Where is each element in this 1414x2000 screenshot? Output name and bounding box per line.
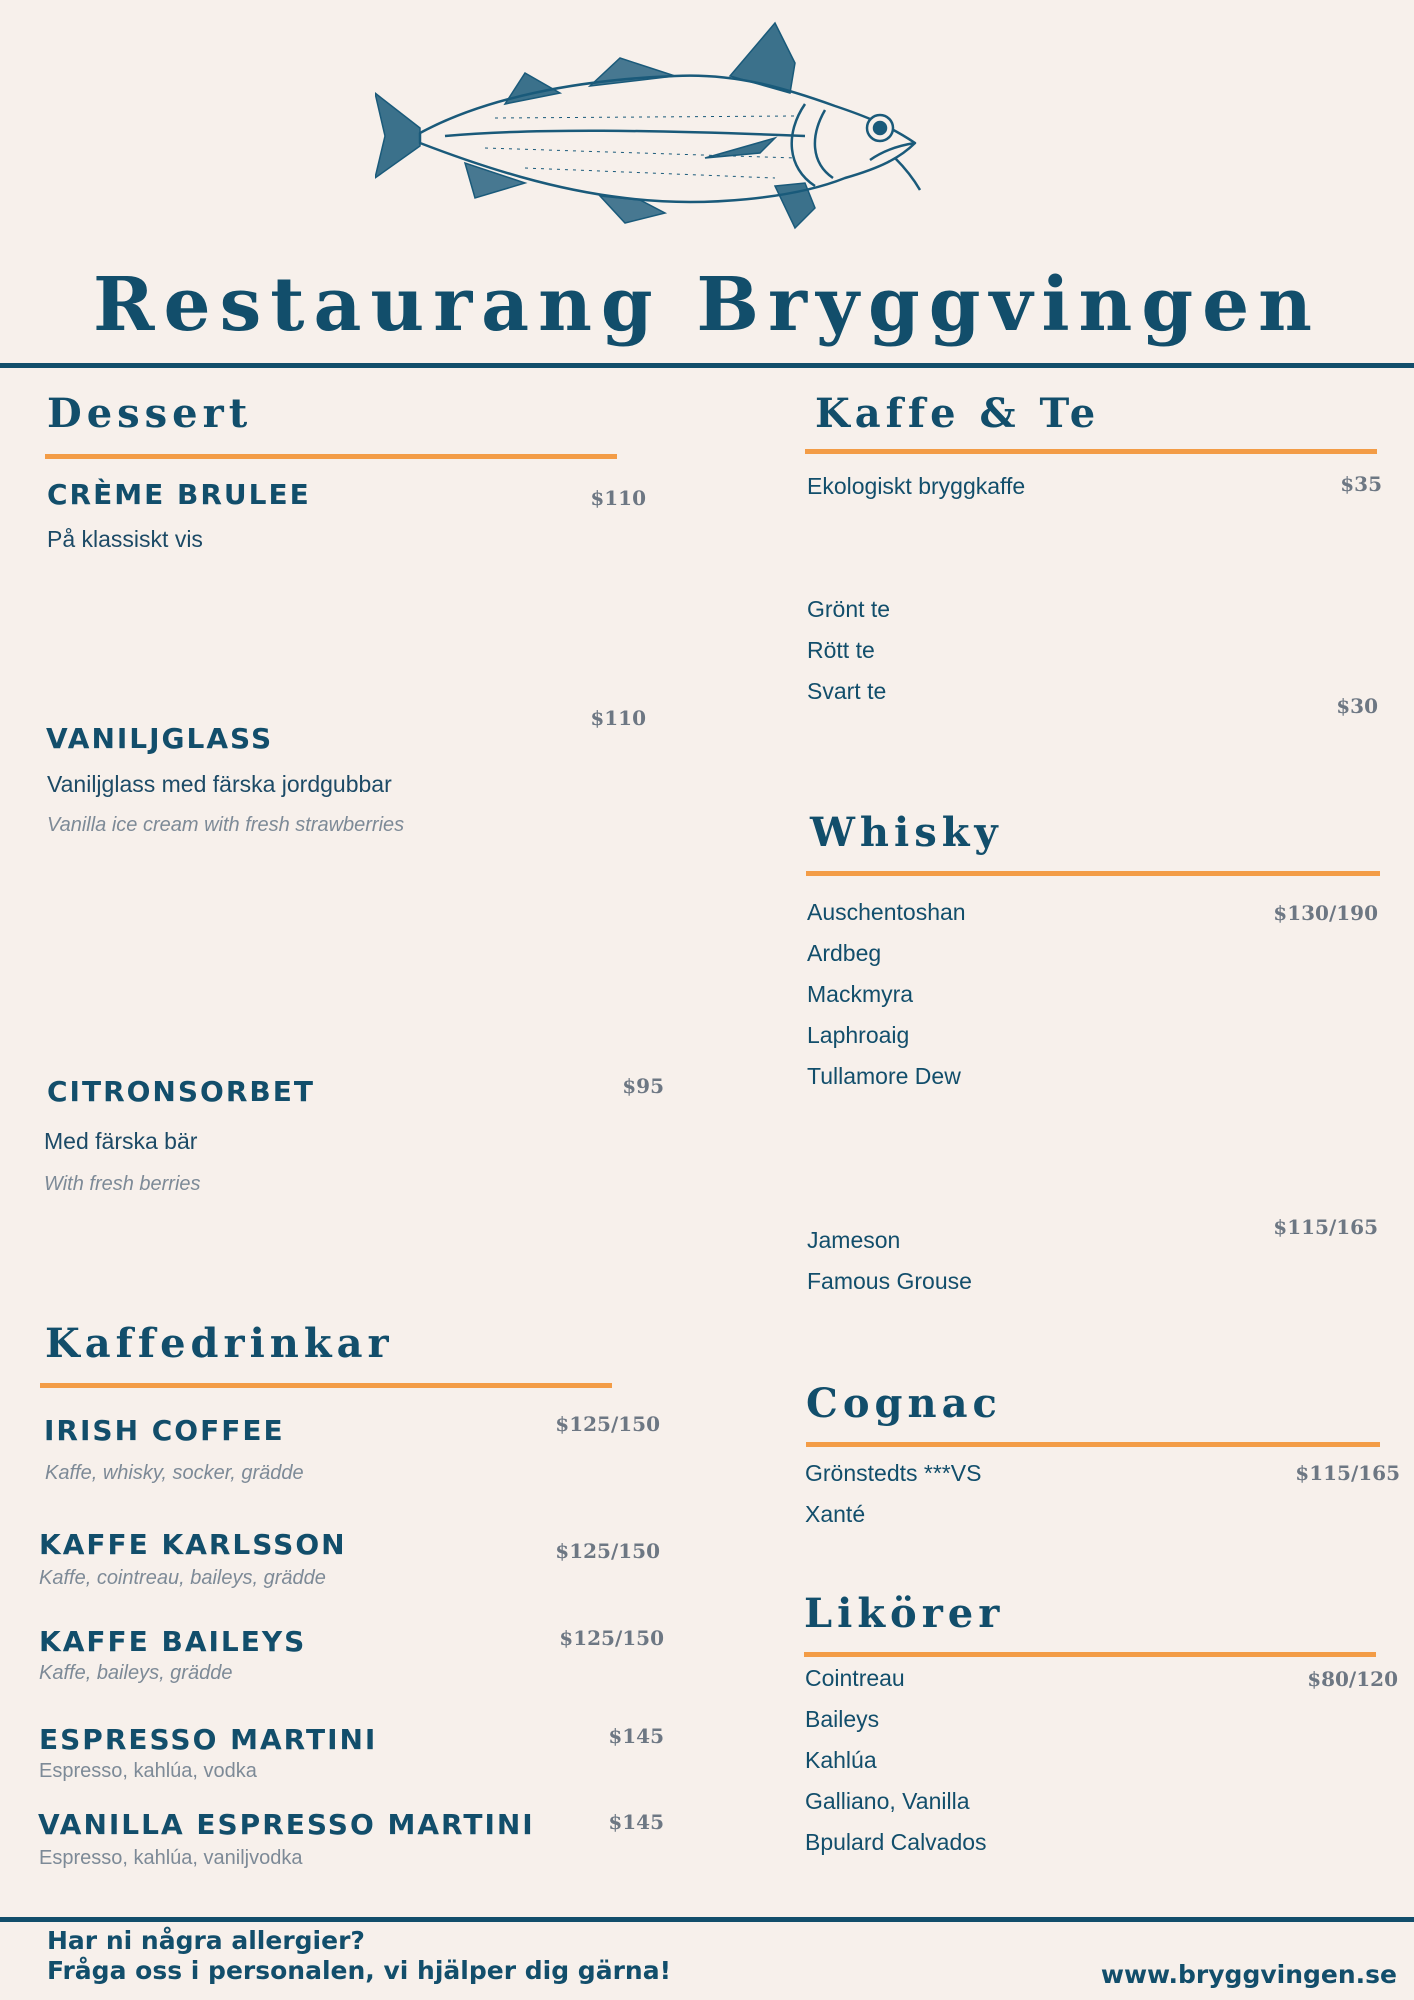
menu-item-price: $125/150 — [555, 1539, 660, 1563]
whisky-rule — [806, 871, 1380, 876]
fish-illustration-icon — [375, 18, 945, 258]
menu-line: Svart te — [807, 678, 887, 704]
menu-item-desc: Espresso, kahlúa, vaniljvodka — [39, 1847, 303, 1869]
menu-item-price: $30 — [1336, 694, 1378, 718]
menu-line: Kahlúa — [805, 1747, 877, 1773]
restaurant-title: Restaurang Bryggvingen — [93, 262, 1321, 348]
menu-item-name: KAFFE KARLSSON — [39, 1528, 347, 1561]
menu-item-desc: Vaniljglass med färska jordgubbar — [47, 771, 392, 797]
menu-item-name: IRISH COFFEE — [44, 1414, 285, 1447]
menu-item-name: CRÈME BRULEE — [47, 478, 311, 511]
menu-line: Grönstedts ***VS — [805, 1460, 982, 1486]
website-link[interactable]: www.bryggvingen.se — [1100, 1960, 1397, 1989]
menu-item-price: $125/150 — [555, 1412, 660, 1436]
menu-item-price: $110 — [590, 486, 646, 510]
menu-line: Bpulard Calvados — [805, 1829, 987, 1855]
menu-item-name: CITRONSORBET — [47, 1075, 315, 1108]
allergy-help-text: Fråga oss i personalen, vi hjälper dig gärna! — [47, 1956, 671, 1985]
menu-item-price: $115/165 — [1295, 1461, 1400, 1485]
menu-line: Rött te — [807, 637, 875, 663]
menu-item-desc: På klassiskt vis — [47, 526, 203, 552]
menu-item-price: $80/120 — [1307, 1667, 1398, 1691]
menu-item-name: ESPRESSO MARTINI — [39, 1723, 378, 1756]
section-heading-likorer: Likörer — [804, 1590, 1005, 1637]
menu-line: Auschentoshan — [807, 899, 966, 925]
kaffe-te-rule — [805, 449, 1377, 454]
menu-item-name: VANILLA ESPRESSO MARTINI — [38, 1808, 535, 1841]
menu-line: Ardbeg — [807, 940, 882, 966]
menu-item-desc: Kaffe, baileys, grädde — [39, 1662, 233, 1684]
menu-line: Tullamore Dew — [807, 1063, 961, 1089]
header-divider — [0, 363, 1414, 368]
dessert-rule — [45, 454, 617, 459]
menu-item-price: $35 — [1340, 472, 1382, 496]
menu-item-desc: Kaffe, cointreau, baileys, grädde — [39, 1567, 326, 1589]
menu-line: Galliano, Vanilla — [805, 1788, 970, 1814]
menu-line: Cointreau — [805, 1665, 905, 1691]
menu-item-price: $110 — [590, 706, 646, 730]
menu-item-desc: Espresso, kahlúa, vodka — [39, 1760, 257, 1782]
footer-divider — [0, 1917, 1414, 1922]
kaffedrinkar-rule — [40, 1383, 612, 1388]
section-heading-cognac: Cognac — [806, 1380, 1002, 1427]
menu-line: Jameson — [807, 1227, 901, 1253]
menu-item-translation: Vanilla ice cream with fresh strawberries — [47, 814, 405, 836]
section-heading-dessert: Dessert — [47, 390, 253, 437]
allergy-question: Har ni några allergier? — [47, 1926, 365, 1955]
menu-item-price: $115/165 — [1273, 1215, 1378, 1239]
menu-item-price: $130/190 — [1273, 901, 1378, 925]
menu-line: Xanté — [805, 1501, 866, 1527]
menu-line: Famous Grouse — [807, 1268, 972, 1294]
menu-item-price: $95 — [622, 1074, 664, 1098]
menu-item-translation: With fresh berries — [44, 1173, 201, 1195]
menu-item-price: $145 — [608, 1724, 664, 1748]
menu-item-price: $145 — [608, 1810, 664, 1834]
menu-item-desc: Med färska bär — [44, 1128, 198, 1154]
menu-line: Grönt te — [807, 596, 891, 622]
menu-item-desc: Kaffe, whisky, socker, grädde — [45, 1462, 304, 1484]
menu-item-price: $125/150 — [559, 1626, 664, 1650]
menu-line: Ekologiskt bryggkaffe — [807, 473, 1026, 499]
section-heading-kaffe-te: Kaffe & Te — [815, 390, 1101, 437]
menu-item-name: KAFFE BAILEYS — [39, 1625, 307, 1658]
menu-line: Mackmyra — [807, 981, 914, 1007]
section-heading-whisky: Whisky — [810, 809, 1003, 856]
menu-item-name: VANILJGLASS — [46, 722, 274, 755]
likorer-rule — [804, 1652, 1376, 1657]
cognac-rule — [806, 1442, 1380, 1447]
menu-line: Baileys — [805, 1706, 880, 1732]
section-heading-kaffedrinkar: Kaffedrinkar — [45, 1320, 394, 1367]
menu-line: Laphroaig — [807, 1022, 910, 1048]
